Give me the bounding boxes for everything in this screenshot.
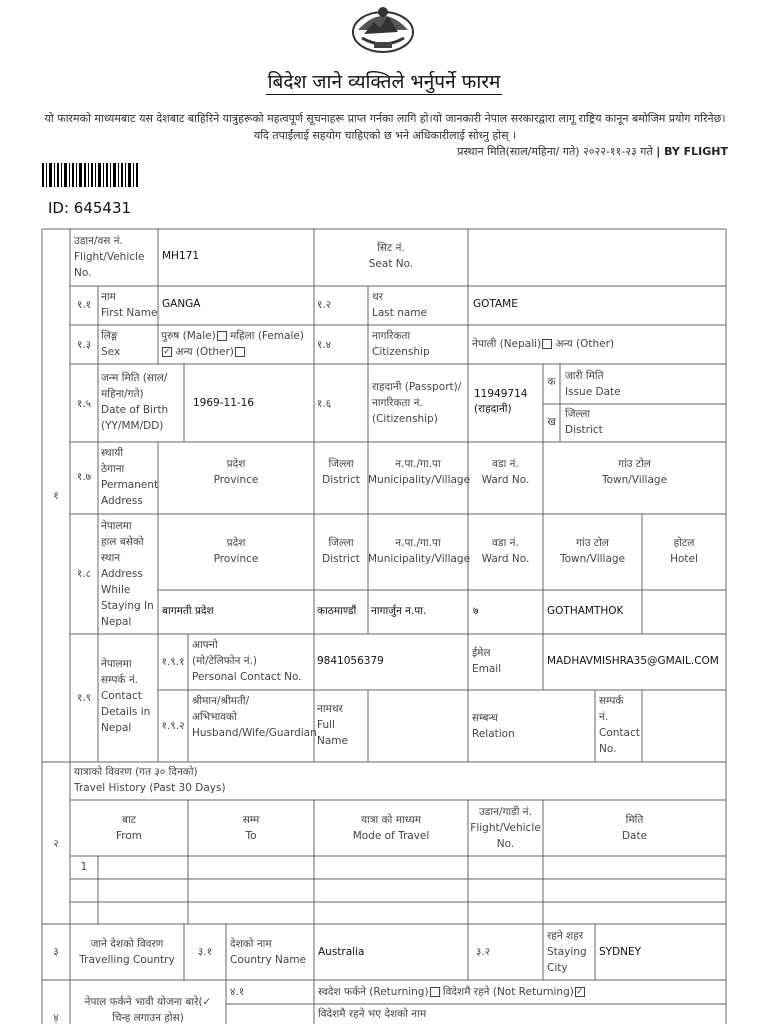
sex-label: लिङ्ग Sex: [101, 330, 121, 358]
flight-vehicle-label: उडान/गाडी नं. Flight/Vehicle No.: [470, 806, 541, 850]
flight-no-value[interactable]: MH171: [162, 250, 199, 262]
cur-municipality-value[interactable]: नागार्जुन न.पा.: [371, 605, 427, 617]
date-label: मिति Date: [621, 814, 648, 842]
num-3-1: ३.१: [197, 946, 213, 958]
travel-row-number: 1: [80, 861, 88, 873]
cur-ward-value[interactable]: ७: [473, 605, 479, 617]
section-1-number: १: [53, 490, 59, 502]
num-1-8: १.८: [76, 568, 92, 580]
sex-options: पुरुष (Male) महिला (Female): [161, 330, 304, 342]
permanent-address-label: स्थायी ठेगाना Permanent Address: [101, 447, 159, 507]
email-value[interactable]: MADHAVMISHRA35@GMAIL.COM: [547, 655, 719, 667]
female-checkbox[interactable]: ✓: [163, 347, 171, 357]
form-intro: यो फारमको माध्यमबाट यस देशबाट बाहिरिने यात्रुहरूको महत्वपूर्ण सूचनाहरू प्राप्त गर्नका लागि हो।यो जानकारी नेपाल सरकारद्वारा लागू राष्ट्रिय कानून बमोजिम प्रयोग गरिनेछ। यदि तपाईंलाई सहयोग चाहिएको छ भने अधिकारीलाई सोध्नु होस् ।: [44, 112, 726, 142]
not-returning-checkbox[interactable]: ✓: [576, 987, 584, 997]
citizenship-label: नागरिकता Citizenship: [372, 330, 430, 358]
male-checkbox[interactable]: [217, 331, 227, 341]
returning-options: स्वदेश फर्कने (Returning) विदेशमै रहने (Not Returning) ✓: [318, 986, 584, 998]
num-1-9-1: १.९.१: [161, 656, 185, 668]
perm-province-label: प्रदेश Province: [213, 458, 259, 486]
num-1-3: १.३: [76, 339, 92, 351]
cur-town-label: गांउ टोल Town/Village: [559, 537, 626, 565]
num-4-1: ४.१: [230, 986, 245, 998]
from-label: बाट From: [115, 814, 142, 842]
dob-label: जन्म मिति (साल/ महिना/गते) Date of Birth (YY/MM/DD): [101, 372, 169, 432]
num-3-2: ३.२: [475, 946, 491, 958]
cur-municipality-label: न.पा./गा.पा Municipality/Village: [368, 537, 471, 565]
relation-label: सम्बन्ध Relation: [472, 712, 515, 740]
passport-label: राहदानी (Passport)/ नागरिकता नं. (Citizenship): [372, 381, 462, 425]
num-1-9: १.९: [76, 692, 92, 704]
num-1-4: १.४: [316, 339, 332, 351]
ka-label: क: [547, 376, 556, 388]
travel-history-label: यात्राको विवरण (गत ३० दिनको) Travel History (Past 30 Days): [74, 766, 226, 794]
num-1-1: १.१: [76, 299, 92, 311]
num-1-5: १.५: [76, 398, 92, 410]
future-plan-label: नेपाल फर्कने भावी योजना बारे(✓ चिन्ह लगाउन होस): [84, 996, 212, 1024]
city-value[interactable]: SYDNEY: [599, 946, 642, 958]
kha-label: ख: [547, 416, 556, 428]
nepali-checkbox[interactable]: [542, 339, 552, 349]
num-1-7: १.७: [76, 471, 92, 483]
num-1-9-2: १.९.२: [161, 720, 185, 732]
last-name-value[interactable]: GOTAME: [473, 298, 518, 310]
cur-district-value[interactable]: काठमाण्डौं: [317, 605, 357, 617]
passport-district-label: जिल्ला District: [565, 408, 603, 436]
perm-town-label: गांउ टोल Town/Village: [601, 458, 668, 486]
cur-district-label: जिल्ला District: [322, 537, 360, 565]
email-label: ईमेल Email: [472, 647, 502, 675]
passport-type-value: (राहदानी): [474, 403, 512, 415]
personal-contact-label: आफ्नो (मो/टेलिफोन नं.) Personal Contact No.: [192, 639, 302, 683]
sex-options-other: ✓ अन्य (Other): [161, 344, 245, 360]
first-name-label: नाम First Name: [101, 291, 158, 319]
perm-municipality-label: न.पा./गा.पा Municipality/Village: [368, 458, 471, 486]
dob-value[interactable]: 1969-11-16: [193, 397, 255, 409]
staying-city-label: रहने शहर Staying City: [547, 930, 587, 974]
other-sex-checkbox[interactable]: [235, 347, 245, 357]
cur-town-value[interactable]: GOTHAMTHOK: [547, 605, 624, 617]
cur-province-label: प्रदेश Province: [213, 537, 259, 565]
staying-country-label: विदेशमै रहने भए देशको नाम: [318, 1008, 427, 1020]
section-3-number: ३: [53, 946, 59, 958]
cur-ward-label: वडा नं. Ward No.: [481, 537, 530, 565]
returning-checkbox[interactable]: [430, 987, 440, 997]
travelling-country-label: जाने देशको विवरण Travelling Country: [79, 938, 175, 966]
perm-ward-label: वडा नं. Ward No.: [481, 458, 530, 486]
seat-no-label: सिट नं. Seat No.: [368, 242, 414, 270]
contact-no-label: सम्पर्क नं. Contact No.: [599, 695, 640, 755]
form-title: बिदेश जाने व्यक्तिले भर्नुपर्ने फारम: [267, 71, 501, 93]
passport-no-value[interactable]: 11949714: [474, 388, 528, 400]
guardian-label: श्रीमान/श्रीमती/ अभिभावको Husband/Wife/Guardian: [192, 695, 317, 739]
num-1-2: १.२: [316, 299, 332, 311]
flight-no-label: उडान/वस नं. Flight/Vehicle No.: [74, 235, 145, 279]
first-name-value[interactable]: GANGA: [162, 298, 201, 310]
contact-details-label: नेपालमा सम्पर्क नं. Contact Details in Nepal: [101, 658, 151, 734]
section-4-number: ४: [53, 1012, 59, 1024]
to-label: सम्म To: [242, 814, 260, 842]
country-value[interactable]: Australia: [318, 946, 365, 958]
mode-of-travel-label: यात्रा को माध्यम Mode of Travel: [352, 814, 430, 842]
current-address-label: नेपालमा हाल बसेको स्थान Address While Staying In Nepal: [101, 520, 154, 628]
phone-value[interactable]: 9841056379: [317, 655, 384, 667]
perm-district-label: जिल्ला District: [322, 458, 360, 486]
form-id: ID: 645431: [48, 199, 132, 217]
num-1-6: १.६: [316, 398, 332, 410]
cur-hotel-label: होटल Hotel: [670, 537, 698, 565]
citizenship-options: नेपाली (Nepali) अन्य (Other): [472, 338, 615, 350]
section-2-number: २: [53, 838, 59, 850]
cur-province-value[interactable]: बागमती प्रदेश: [162, 605, 214, 617]
full-name-label: नामथर Full Name: [317, 703, 348, 747]
issue-date-label: जारी मिति Issue Date: [565, 370, 621, 398]
country-name-label: देशको नाम Country Name: [230, 938, 307, 966]
last-name-label: थर Last name: [372, 291, 427, 319]
departure-date: प्रस्थान मिति(साल/महिना/ गते) २०२२-११-२३ गते | BY FLIGHT: [457, 145, 728, 158]
